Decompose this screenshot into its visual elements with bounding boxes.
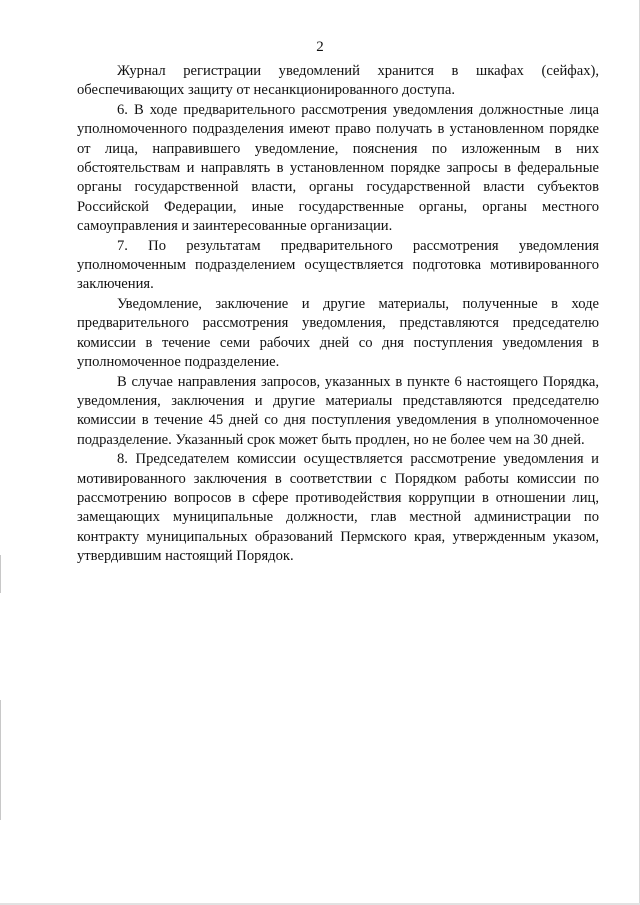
paragraph-item-6: 6. В ходе предварительного рассмотрения уведомления должностные лица уполномоченного подразделения имеют право получать в установленном порядке от лица, направившего уведомление, пояснения по изложенным в них обстоятельствам и направлять в установленном порядке запросы в федеральные органы государственной власти, органы государственной власти субъектов Российской Федерации, иные государственные органы, органы местного самоуправления и заинтересованные организации. xyxy=(77,101,599,235)
paragraph-materials-submission: Уведомление, заключение и другие материалы, полученные в ходе предварительного рассмотрения уведомления, представляются председателю комиссии в течение семи рабочих дней со дня поступления уведомления в уполномоченное подразделение. xyxy=(77,295,599,371)
paragraph-item-8: 8. Председателем комиссии осуществляется рассмотрение уведомления и мотивированного заключения в соответствии с Порядком работы комиссии по рассмотрению вопросов в сфере противодействия коррупции в отношении лиц, замещающих муниципальные должности, глав местной администрации по контракту муниципальных образований Пермского края, утвержденным указом, утвердившим настоящий Порядок. xyxy=(77,451,599,565)
scan-edge-mark xyxy=(0,555,1,593)
paragraph-requests-deadline: В случае направления запросов, указанных в пункте 6 настоящего Порядка, уведомления, заключения и другие материалы представляются председателю комиссии в течение 45 дней со дня поступления уведомления в уполномоченное подразделение. Указанный срок может быть продлен, но не более чем на 30 дней. xyxy=(77,373,599,448)
scan-edge-mark xyxy=(0,700,1,820)
paragraph-item-7: 7. По результатам предварительного рассмотрения уведомления уполномоченным подразделением осуществляется подготовка мотивированного заключения. xyxy=(77,237,599,293)
paragraph-journal-storage: Журнал регистрации уведомлений хранится в шкафах (сейфах), обеспечивающих защиту от несанкционированного доступа. xyxy=(77,63,599,99)
page-number: 2 xyxy=(316,39,324,55)
document-body xyxy=(77,62,599,567)
